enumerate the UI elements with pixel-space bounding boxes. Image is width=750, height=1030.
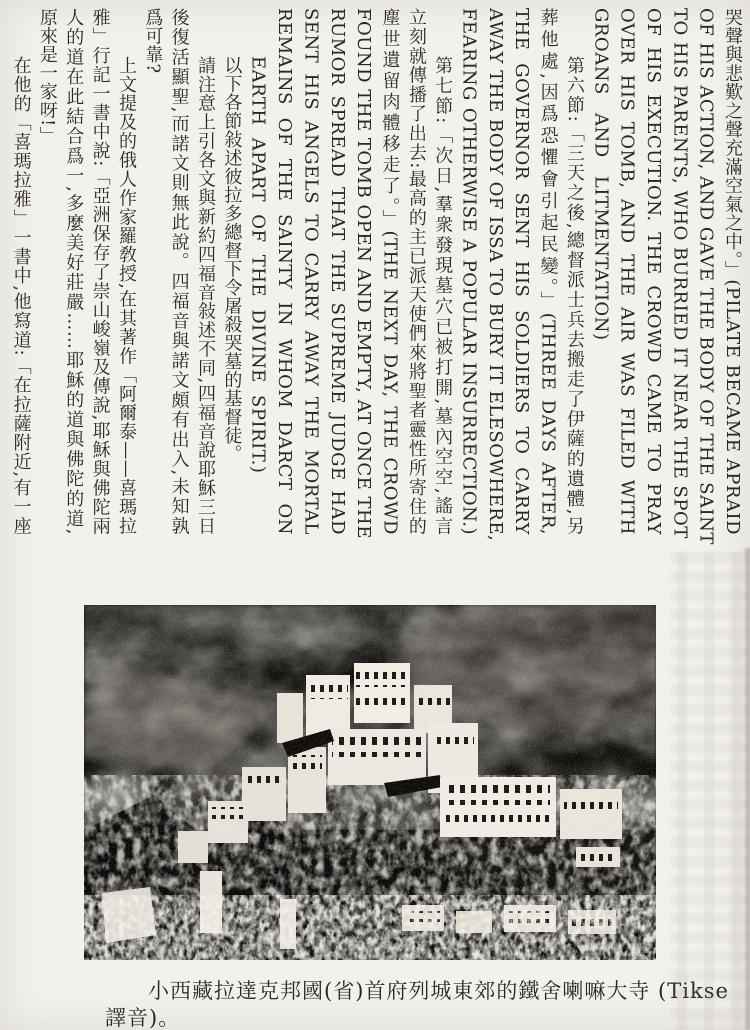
- text-column: 塵世遺留肉體移走了。」(THE NEXT DAY, THE CROWD: [379, 8, 401, 535]
- text-column: 雅」行記一書中說:「亞洲保存了崇山峻嶺及傳說,耶穌與佛陀兩: [89, 8, 111, 535]
- text-column: OF HIS ACTION, AND GAVE THE BODY OF THE SAINT: [695, 8, 717, 545]
- text-column: 爲可靠?: [142, 8, 164, 74]
- page-edge-shadow: [743, 548, 750, 1030]
- monastery-photo: [84, 605, 656, 960]
- text-column: 葬他處,因爲恐懼會引起民變。」(THREE DAYS AFTER,: [537, 8, 559, 535]
- text-column: REMAINS OF THE SAINTY IN WHOM DARCT ON: [274, 8, 296, 535]
- text-column: OVER HIS TOMB, AND THE AIR WAS FILED WITH: [616, 8, 638, 535]
- monastery-photo-image: [84, 605, 656, 960]
- text-column: 在他的「喜瑪拉雅」一書中,他寫道:「在拉薩附近,有一座: [10, 56, 32, 535]
- text-column: OF HIS EXECUTION. THE CROWD CAME TO PRAY: [642, 8, 664, 535]
- text-column: 哭聲與悲歎之聲充滿空氣之中。」(PILATE BECAME APRAID: [722, 8, 743, 535]
- text-column: AWAY THE BODY OF ISSA TO BURY IT ELESOWHERE,: [484, 8, 506, 542]
- text-column: 以下各節敍述彼拉多總督下令屠殺哭墓的基督徒。: [221, 56, 243, 463]
- text-column: 立刻就傳播了出去:最高的主已派天使們來將聖者靈性所寄住的: [405, 8, 427, 535]
- bleed-through-ghost-text: [670, 552, 748, 1030]
- photo-caption-line-2: 譯音)。: [105, 1006, 181, 1030]
- text-column: RUMOR SPREAD THAT THE SUPREME JUDGE HAD: [326, 8, 348, 535]
- text-column: GROANS AND LITMENTATION): [590, 8, 612, 341]
- text-column: EARTH APART OF THE DIVINE SPIRIT.): [247, 56, 269, 474]
- text-column: 人的道在此結合爲一,多麼美好莊嚴……耶穌的道與佛陀的道,: [63, 8, 85, 535]
- text-column: 後復活顯聖,而諾文則無此說。四福音與諾文頗有出入,未知孰: [168, 8, 190, 535]
- text-column: FOUND THE TOMB OPEN AND EMPTY, AT ONCE THE: [353, 8, 375, 539]
- photo-caption-line-1: 小西藏拉達克邦國(省)首府列城東郊的鐵舍喇嘛大寺 (Tikse: [148, 979, 729, 1003]
- text-column: FEARING OTHERWISE A POPULAR INSURRECTION.): [458, 8, 480, 535]
- text-column: THE GOVERNOR SENT HIS SOLDIERS TO CARRY: [511, 8, 533, 535]
- text-column: 第六節:「三天之後,總督派士兵去搬走了伊薩的遺體,另: [563, 56, 585, 535]
- text-column: 上文提及的俄人作家羅敎授,在其著作「阿爾泰——喜瑪拉: [115, 56, 137, 535]
- vertical-text-block: [0, 8, 750, 545]
- text-column: 原來是一家呀!」: [36, 8, 58, 146]
- text-column: TO HIS PARENTS, WHO BURRIED IT NEAR THE SPOT: [669, 8, 691, 539]
- text-column: 請注意上引各文與新約四福音敍述不同,四福音說耶穌三日: [195, 56, 216, 535]
- text-column: 第七節:「次日,羣衆發現墓穴已被打開,墓內空空,謠言: [432, 56, 454, 535]
- text-column: SENT HIS ANGELS TO CARRY AWAY THE MORTAL: [300, 8, 322, 535]
